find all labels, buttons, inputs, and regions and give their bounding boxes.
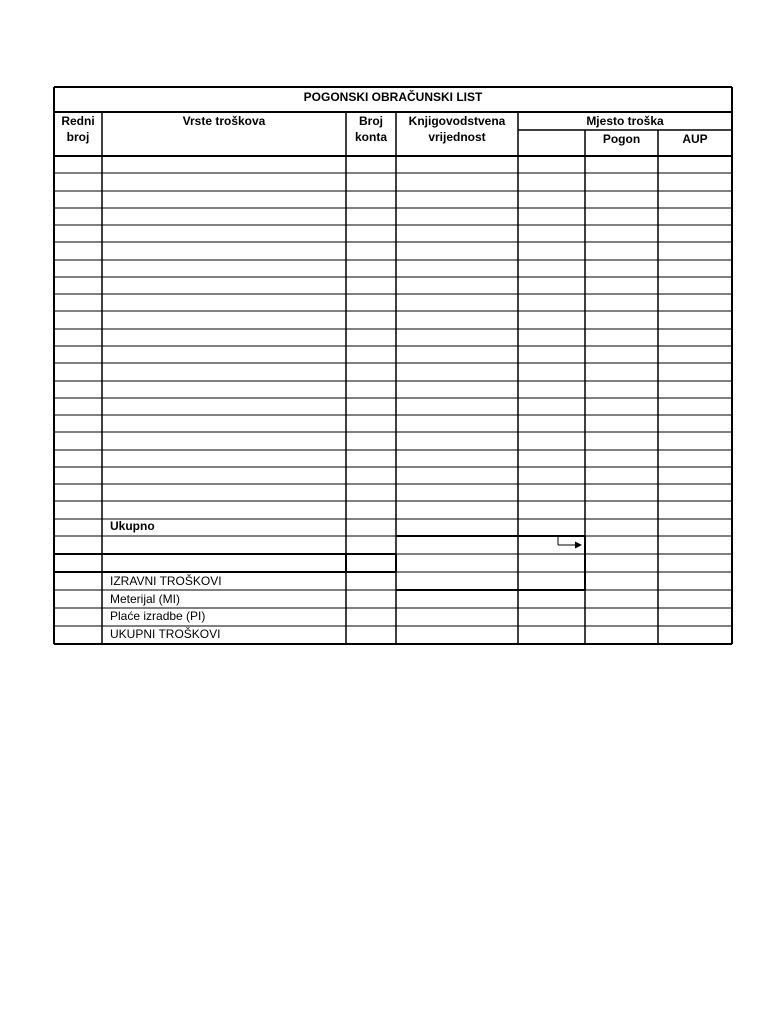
header-pogon: Pogon <box>602 132 641 146</box>
form-title: POGONSKI OBRAČUNSKI LIST <box>303 90 483 104</box>
header-knjigovodstvena-line2: vrijednost <box>428 130 486 144</box>
header-vrste-troskova: Vrste troškova <box>182 114 266 128</box>
row-materijal-label: Meterijal (MI) <box>110 592 181 606</box>
header-aup: AUP <box>682 132 708 146</box>
header-broj-konta-line1: Broj <box>359 114 383 128</box>
header-knjigovodstvena-line1: Knjigovodstvena <box>408 114 506 128</box>
arrow-head <box>575 542 582 549</box>
row-ukupno-label: Ukupno <box>110 519 155 533</box>
header-redni-line1: Redni <box>61 114 95 128</box>
row-place-label: Plaće izradbe (PI) <box>110 609 206 623</box>
row-ukupni-label: UKUPNI TROŠKOVI <box>110 627 221 641</box>
header-mjesto-troska: Mjesto troška <box>586 114 664 128</box>
header-redni-line2: broj <box>66 130 90 144</box>
row-izravni-label: IZRAVNI TROŠKOVI <box>110 574 222 588</box>
header-broj-konta-line2: konta <box>354 130 387 144</box>
